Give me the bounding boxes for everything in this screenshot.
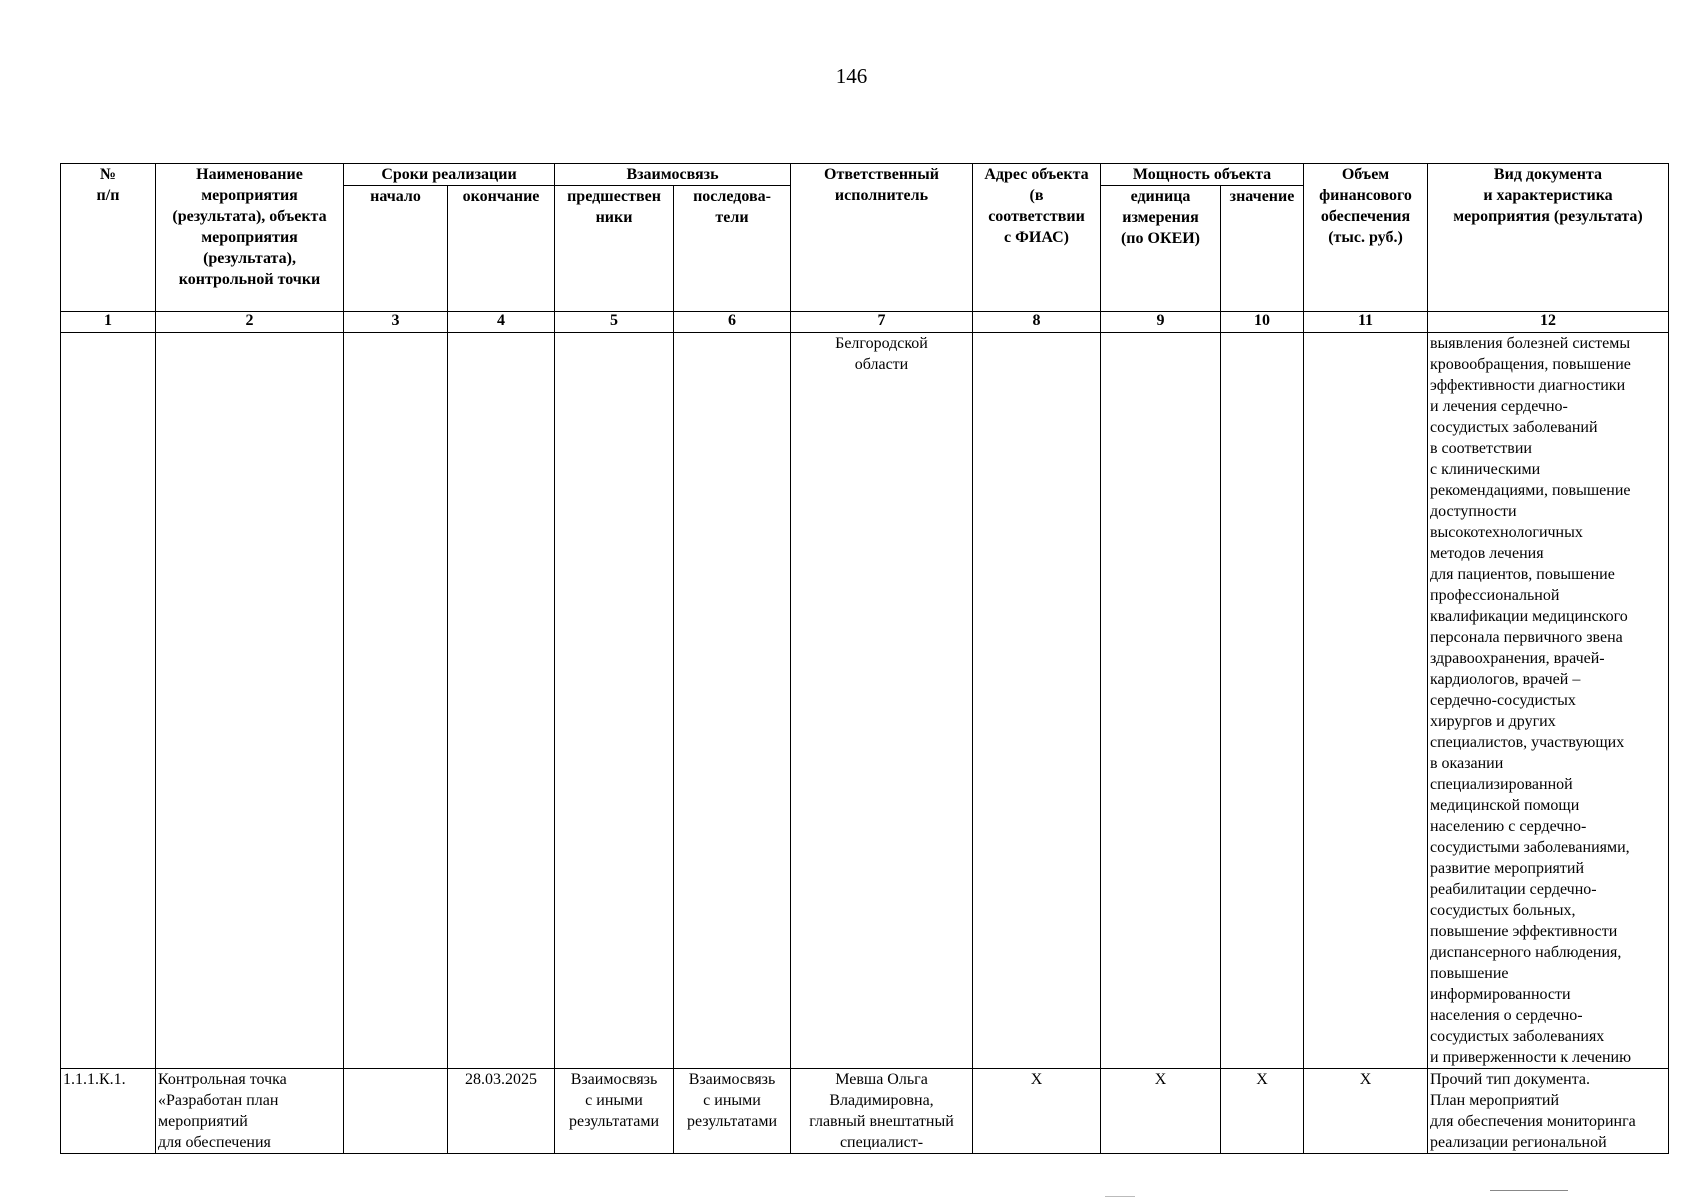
table-row	[61, 333, 1669, 1069]
cell-successors	[674, 333, 791, 1069]
column-number: 3	[344, 312, 448, 333]
cell-name: Контрольная точка «Разработан план мероприятий для обеспечения	[156, 1069, 344, 1154]
cell-doc-type: Прочий тип документа. План мероприятий для обеспечения мониторинга реализации региональной	[1428, 1069, 1669, 1154]
cell-predecessors: Взаимосвязь с иными результатами	[555, 1069, 674, 1154]
header-capacity-group: Мощность объекта	[1101, 164, 1304, 186]
column-number: 9	[1101, 312, 1221, 333]
events-table	[60, 163, 1669, 1154]
header-finance: Объем финансового обеспечения (тыс. руб.)	[1304, 164, 1428, 312]
scan-artifact-line	[1105, 1196, 1135, 1197]
cell-end: 28.03.2025	[448, 1069, 555, 1154]
cell-end	[448, 333, 555, 1069]
cell-value: X	[1221, 1069, 1304, 1154]
header-responsible: Ответственный исполнитель	[791, 164, 973, 312]
page-number: 146	[835, 64, 868, 88]
header-start: начало	[344, 186, 448, 312]
header-name: Наименование мероприятия (результата), объекта мероприятия (результата), контрольной точки	[156, 164, 344, 312]
column-number: 11	[1304, 312, 1428, 333]
header-num: № п/п	[61, 164, 156, 312]
cell-name	[156, 333, 344, 1069]
cell-address	[973, 333, 1101, 1069]
column-number: 7	[791, 312, 973, 333]
cell-num	[61, 333, 156, 1069]
cell-responsible: Белгородской области	[791, 333, 973, 1069]
header-value: значение	[1221, 186, 1304, 312]
cell-start	[344, 333, 448, 1069]
header-row-1	[61, 164, 1669, 186]
cell-successors: Взаимосвязь с иными результатами	[674, 1069, 791, 1154]
column-number: 2	[156, 312, 344, 333]
column-number: 4	[448, 312, 555, 333]
header-terms-group: Сроки реализации	[344, 164, 555, 186]
cell-num: 1.1.1.К.1.	[61, 1069, 156, 1154]
header-doc-type: Вид документа и характеристика мероприятия (результата)	[1428, 164, 1669, 312]
header-address: Адрес объекта (в соответствии с ФИАС)	[973, 164, 1101, 312]
column-number: 8	[973, 312, 1101, 333]
cell-responsible: Мевша Ольга Владимировна, главный внештатный специалист-	[791, 1069, 973, 1154]
column-number: 10	[1221, 312, 1304, 333]
column-number: 12	[1428, 312, 1669, 333]
header-predecessors: предшествен ники	[555, 186, 674, 312]
column-number: 5	[555, 312, 674, 333]
cell-unit	[1101, 333, 1221, 1069]
cell-doc-type: выявления болезней системы кровообращения, повышение эффективности диагностики и лечения сердечно- сосудистых заболеваний в соответствии с клиническими рекомендациями, повышение доступности высокотехнологичных методов лечения для пациентов, повышение профессиональной квалификации медицинского персонала первичного звена здравоохранения, врачей- кардиологов, врачей – сердечно-сосудистых хирургов и других специалистов, участвующих в оказании специализированной медицинской помощи населению с сердечно- сосудистыми заболеваниями, развитие мероприятий реабилитации сердечно- сосудистых больных, повышение эффективности диспансерного наблюдения, повышение информированности населения о сердечно- сосудистых заболеваниях и приверженности к лечению	[1428, 333, 1669, 1069]
cell-address: X	[973, 1069, 1101, 1154]
cell-start	[344, 1069, 448, 1154]
header-end: окончание	[448, 186, 555, 312]
cell-finance: X	[1304, 1069, 1428, 1154]
column-number: 1	[61, 312, 156, 333]
cell-unit: X	[1101, 1069, 1221, 1154]
column-numbers-row	[61, 312, 1669, 333]
column-number: 6	[674, 312, 791, 333]
scan-artifact-line	[1490, 1190, 1568, 1191]
header-unit: единица измерения (по ОКЕИ)	[1101, 186, 1221, 312]
header-successors: последова- тели	[674, 186, 791, 312]
header-link-group: Взаимосвязь	[555, 164, 791, 186]
table-row	[61, 1069, 1669, 1154]
cell-predecessors	[555, 333, 674, 1069]
cell-value	[1221, 333, 1304, 1069]
cell-finance	[1304, 333, 1428, 1069]
